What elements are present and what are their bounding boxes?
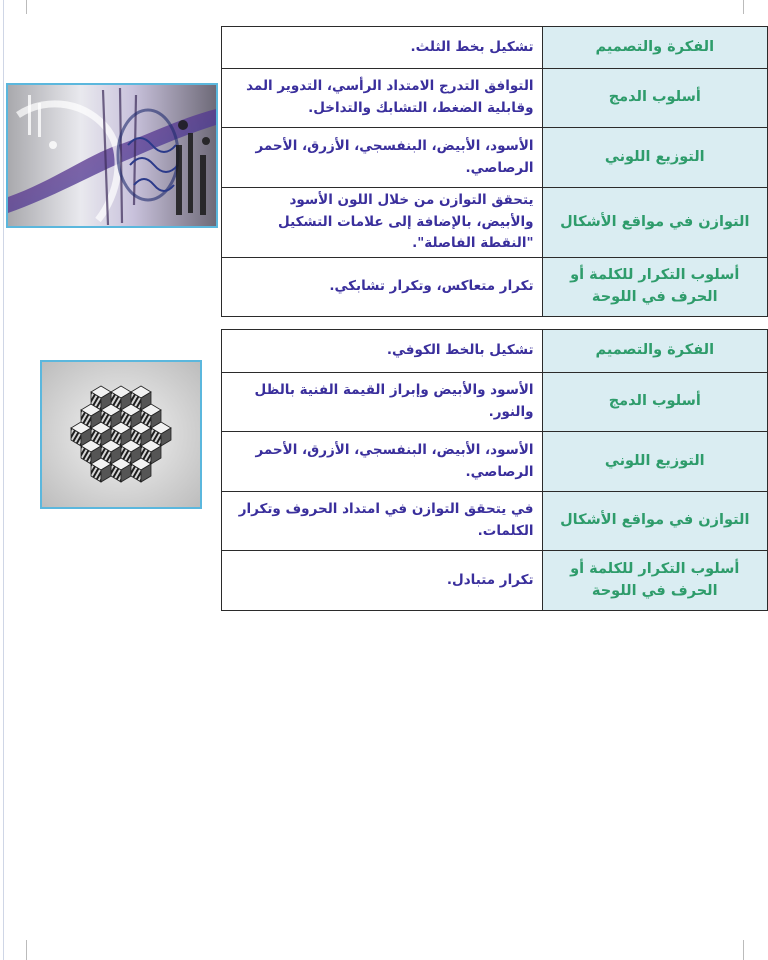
row-header: أسلوب الدمج (542, 373, 767, 432)
crop-mark-bottom-right (743, 940, 744, 960)
table-row (222, 69, 768, 128)
row-value: الأسود، الأبيض، البنفسجي، الأزرق، الأحمر الرصاصي. (222, 128, 543, 188)
row-value: الأسود، الأبيض، البنفسجي، الأزرق، الأحمر الرصاصي. (222, 432, 543, 492)
row-value: تشكيل بالخط الكوفي. (222, 330, 543, 373)
artwork-analysis-table-2 (221, 329, 768, 611)
table-row (222, 551, 768, 611)
thuluth-artwork-image (8, 85, 216, 226)
table-row (222, 257, 768, 316)
crop-mark-bottom-left (26, 940, 27, 960)
row-value: تشكيل بخط الثلث. (222, 27, 543, 69)
row-header: التوزيع اللوني (542, 128, 767, 188)
row-header: الفكرة والتصميم (542, 330, 767, 373)
row-value: الأسود والأبيض وإبراز القيمة الفنية بالظل والنور. (222, 373, 543, 432)
row-header: أسلوب الدمج (542, 69, 767, 128)
kufic-artwork-image (42, 362, 200, 507)
table-row (222, 373, 768, 432)
thuluth-calligraphy-artwork (6, 83, 218, 228)
table-row (222, 492, 768, 551)
crop-mark-top-left (26, 0, 27, 14)
table-row (222, 432, 768, 492)
row-value: يتحقق التوازن من خلال اللون الأسود والأبيض، بالإضافة إلى علامات التشكيل "النقطة الفاصلة". (222, 188, 543, 258)
row-header: الفكرة والتصميم (542, 27, 767, 69)
row-value: في يتحقق التوازن في امتداد الحروف وتكرار الكلمات. (222, 492, 543, 551)
page-left-rule (3, 0, 4, 960)
table-row (222, 188, 768, 258)
table-row (222, 128, 768, 188)
row-value: تكرار متعاكس، وتكرار تشابكي. (222, 257, 543, 316)
kufic-cube-artwork (40, 360, 202, 509)
artwork-analysis-table-1 (221, 26, 768, 317)
row-header: التوزيع اللوني (542, 432, 767, 492)
table-row (222, 27, 768, 69)
row-header: التوازن في مواقع الأشكال (542, 492, 767, 551)
row-header: أسلوب التكرار للكلمة أو الحرف في اللوحة (542, 257, 767, 316)
row-header: أسلوب التكرار للكلمة أو الحرف في اللوحة (542, 551, 767, 611)
row-value: التوافق التدرج الامتداد الرأسي، التدوير المد وقابلية الضغط، التشابك والتداخل. (222, 69, 543, 128)
row-value: تكرار متبادل. (222, 551, 543, 611)
table-row (222, 330, 768, 373)
crop-mark-top-right (743, 0, 744, 14)
row-header: التوازن في مواقع الأشكال (542, 188, 767, 258)
